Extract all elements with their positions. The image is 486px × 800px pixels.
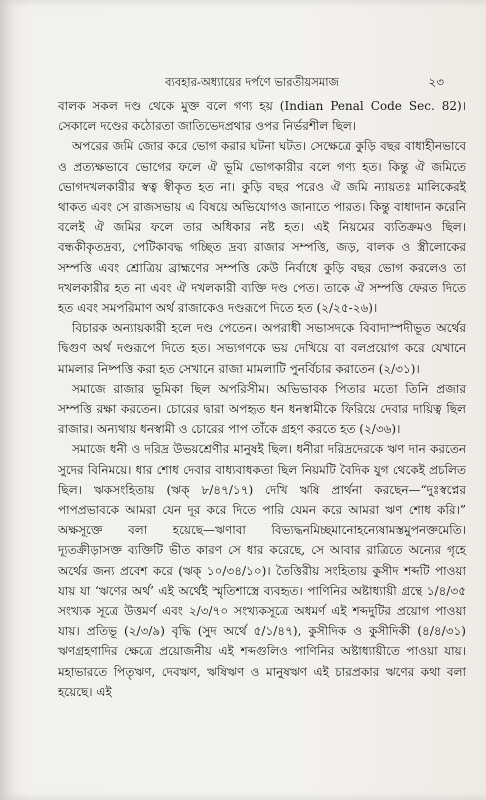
paragraph: বালক সকল দণ্ড থেকে মুক্ত বলে গণ্য হয় (Indian Penal Code Sec. 82)। সেকালে দণ্ডের কঠোরতা জাতিভেদপ্রথার ওপর নির্ভরশীল ছিল। — [58, 99, 466, 134]
running-header — [60, 74, 444, 92]
running-title: ব্যবহার-অধ্যায়ের দর্পণে ভারতীয়সমাজ — [165, 75, 339, 89]
paragraph: বিচারক অন্যায়কারী হলে দণ্ড পেতেন। অপরাধী সভাসদকে বিবাদাস্পদীভূত অর্থের দ্বিগুণ অর্থ দণ্ডরূপে দিতে হত। সভ্যগণকে ভয় দেখিয়ে বা বলপ্রয়োগ করে যেখানে মামলার নিষ্পত্তি করা হত সেখানে রাজা মামলাটি পুনর্বিচার করাতেন (২/৩১)। — [58, 321, 466, 376]
page-number: ২৩ — [428, 75, 444, 89]
paragraph: অপরের জমি জোর করে ভোগ করার ঘটনা ঘটত। সেক্ষেত্রে কুড়ি বছর বাধাহীনভাবে ও প্রত্যক্ষভাবে ভোগের ফলে ঐ ভূমি ভোগকারীর বলে গণ্য হত। কিন্তু ঐ জমিতে ভোগদখলকারীর স্বত্ব স্বীকৃত হত না। কুড়ি বছর পরেও ঐ জমি ন্যায়তঃ মালিকেরই থাকত এবং সে রাজসভায় এ বিষয়ে অভিযোগও জানাতে পারত। কিন্তু বাধাদান করেনি বলেই ঐ জমির ফলে তার অধিকার নষ্ট হত। এই নিয়মের ব্যতিক্রমও ছিল। বন্ধকীকৃতদ্রব্য, পেটিকাবদ্ধ গচ্ছিত দ্রব্য রাজার সম্পত্তি, জড়, বালক ও স্ত্রীলোকের সম্পত্তি এবং শ্রোত্রিয় ব্রাহ্মণের সম্পত্তি কেউ নির্বাধে কুড়ি বছর ভোগ করলেও তা দখলকারীর হত না এবং ঐ দখলকারী ব্যক্তি দণ্ড পেত। তাকে ঐ সম্পত্তি ফেরত দিতে হত এবং সমপরিমাণ অর্থ রাজাকেও দণ্ডরূপে দিতে হত (২/২৫-২৬)। — [58, 139, 466, 316]
paragraph: সমাজে রাজার ভূমিকা ছিল অপরিসীম। অভিভাবক পিতার মতো তিনি প্রজার সম্পত্তি রক্ষা করতেন। চোরের দ্বারা অপহৃত ধন ধনস্বামীকে ফিরিয়ে দেবার দায়িত্ব ছিল রাজার। অন্যথায় ধনস্বামী ও চোরের পাপ তাঁকে গ্রহণ করতে হত (২/৩৬)। — [58, 381, 466, 437]
paragraph: সমাজে ধনী ও দরিদ্র উভয়শ্রেণীর মানুষই ছিল। ধনীরা দরিদ্রদেরকে ঋণ দান করতেন সুদের বিনিময়ে। ধার শোধ দেবার বাধ্যবাধকতা ছিল নিয়মটি বৈদিক যুগ থেকেই প্রচলিত ছিল। ঋকসংহিতায় (ঋক্ ৮/৪৭/১৭) দেখি ঋষি প্রার্থনা করছেন—“দুঃস্বপ্নের পাপপ্রভাবকে আমরা যেন দূর করে দিতে পারি যেমন করে আমরা ঋণ শোধ করি।” অক্ষসূক্তে বলা হয়েছে—ঋণাবা বিভ্যদ্ধনমিচ্ছমানোহন্যেষামস্তমুপনক্তমেতি। দ্যূতক্রীড়াসক্ত ব্যক্তিটি ভীত কারণ সে ধার করেছে, সে আবার রাত্রিতে অন্যের গৃহে অর্থের জন্য প্রবেশ করে (ঋক্ ১০/৩৪/১০)। তৈত্তিরীয় সংহিতায় কুসীদ শব্দটি পাওয়া যায় যা ‘ঋণের অর্থ’ এই অর্থেই স্মৃতিশাস্ত্রে ব্যবহৃত। পাণিনির অষ্টাধ্যায়ী গ্রন্থে ১/৪/৩৫ সংখ্যক সূত্রে উত্তমর্ণ এবং ২/৩/৭০ সংখ্যকসূত্রে অধমর্ণ এই শব্দদুটির প্রয়োগ পাওয়া যায়। প্রতিভূ (২/৩/৯) বৃদ্ধি (সুদ অর্থে ৫/১/৪৭), কুসীদিক ও কুসীদিকী (৪/৪/৩১) ঋণগ্রহণাদির ক্ষেত্রে প্রয়োজনীয় এই শব্দগুলিও পাণিনির অষ্টাধ্যায়ীতে পাওয়া যায়। মহাভারতে পিতৃঋণ, দেবঋণ, ঋষিঋণ ও মানুষঋণ এই চারপ্রকার ঋণের কথা বলা হয়েছে। এই — [58, 442, 466, 699]
body-text — [58, 96, 466, 702]
